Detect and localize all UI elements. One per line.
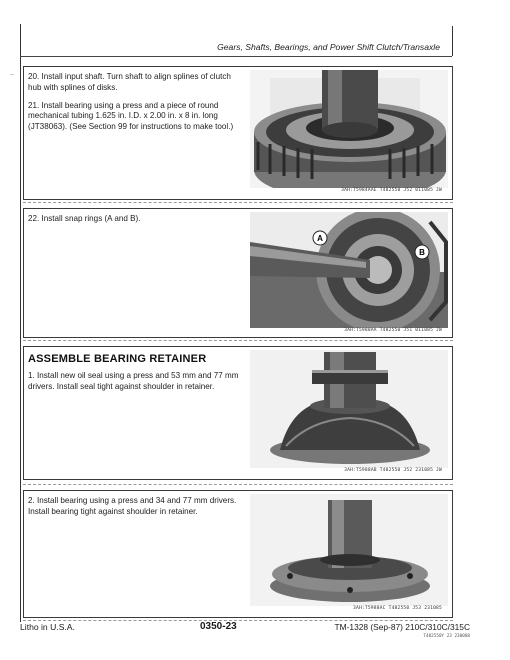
header-rule (20, 56, 452, 57)
step-text (28, 496, 246, 525)
step-text (28, 214, 246, 232)
separator (23, 340, 453, 341)
step-20-text: 20. Install input shaft. Turn shaft to align splines of clutch hub with splines of disks. (28, 72, 231, 92)
step-block-22 (23, 208, 453, 338)
photo-snap-rings (250, 212, 448, 333)
photo-caption: 3AH:T5988AB T482550 J52 231085 JW (344, 468, 442, 473)
left-margin-rule (20, 24, 21, 622)
header-right-rule (452, 26, 453, 56)
callout-a: A (317, 234, 323, 243)
separator (23, 620, 453, 621)
margin-mark: ~ (10, 72, 15, 79)
input-shaft-illustration (250, 70, 448, 188)
footer-print-code: T482550Y 23 230088 (423, 634, 470, 639)
page-number: 0350-23 (200, 621, 237, 632)
photo-caption: 3AH:T5988AC T482550 J53 231085 (353, 606, 442, 611)
step-22-text: 22. Install snap rings (A and B). (28, 214, 141, 223)
step-text (28, 72, 246, 140)
step-block-20-21 (23, 66, 453, 200)
bearing-illustration (250, 494, 448, 606)
footer-litho: Litho in U.S.A. (20, 622, 75, 632)
snap-rings-illustration (250, 212, 448, 328)
assemble-bearing-retainer-block (23, 346, 453, 480)
separator (23, 202, 453, 203)
footer-manual-id: TM-1328 (Sep-87) 210C/310C/315C (334, 622, 470, 632)
photo-bearing (250, 494, 448, 611)
page-footer (0, 622, 510, 652)
photo-input-shaft (250, 70, 448, 193)
step-21-text: 21. Install bearing using a press and a piece of round mechanical tubing 1.625 in. I.D. x 2.00 in. x 8 in. long (JT38063). (See Section 99 for instructions to make tool.) (28, 100, 234, 132)
callout-b: B (419, 248, 425, 257)
step-text (28, 352, 246, 399)
section-title: Gears, Shafts, Bearings, and Power Shift Clutch/Transaxle (217, 42, 440, 52)
photo-caption: 3AH:T5988AA T482550 J51 011085 JW (344, 328, 442, 333)
section-heading: ASSEMBLE BEARING RETAINER (28, 353, 207, 365)
oil-seal-illustration (250, 350, 448, 468)
retainer-step-1-text: 1. Install new oil seal using a press and 53 mm and 77 mm drivers. Install seal tight against shoulder in retainer. (28, 370, 239, 391)
step-block-retainer-2 (23, 490, 453, 618)
retainer-step-2-text: 2. Install bearing using a press and 34 and 77 mm drivers. Install bearing tight against shoulder in retainer. (28, 496, 237, 516)
photo-caption: 3AH:T5984AAE T482550 J52 011085 JW (341, 188, 442, 193)
separator (23, 484, 453, 485)
photo-oil-seal (250, 350, 448, 473)
